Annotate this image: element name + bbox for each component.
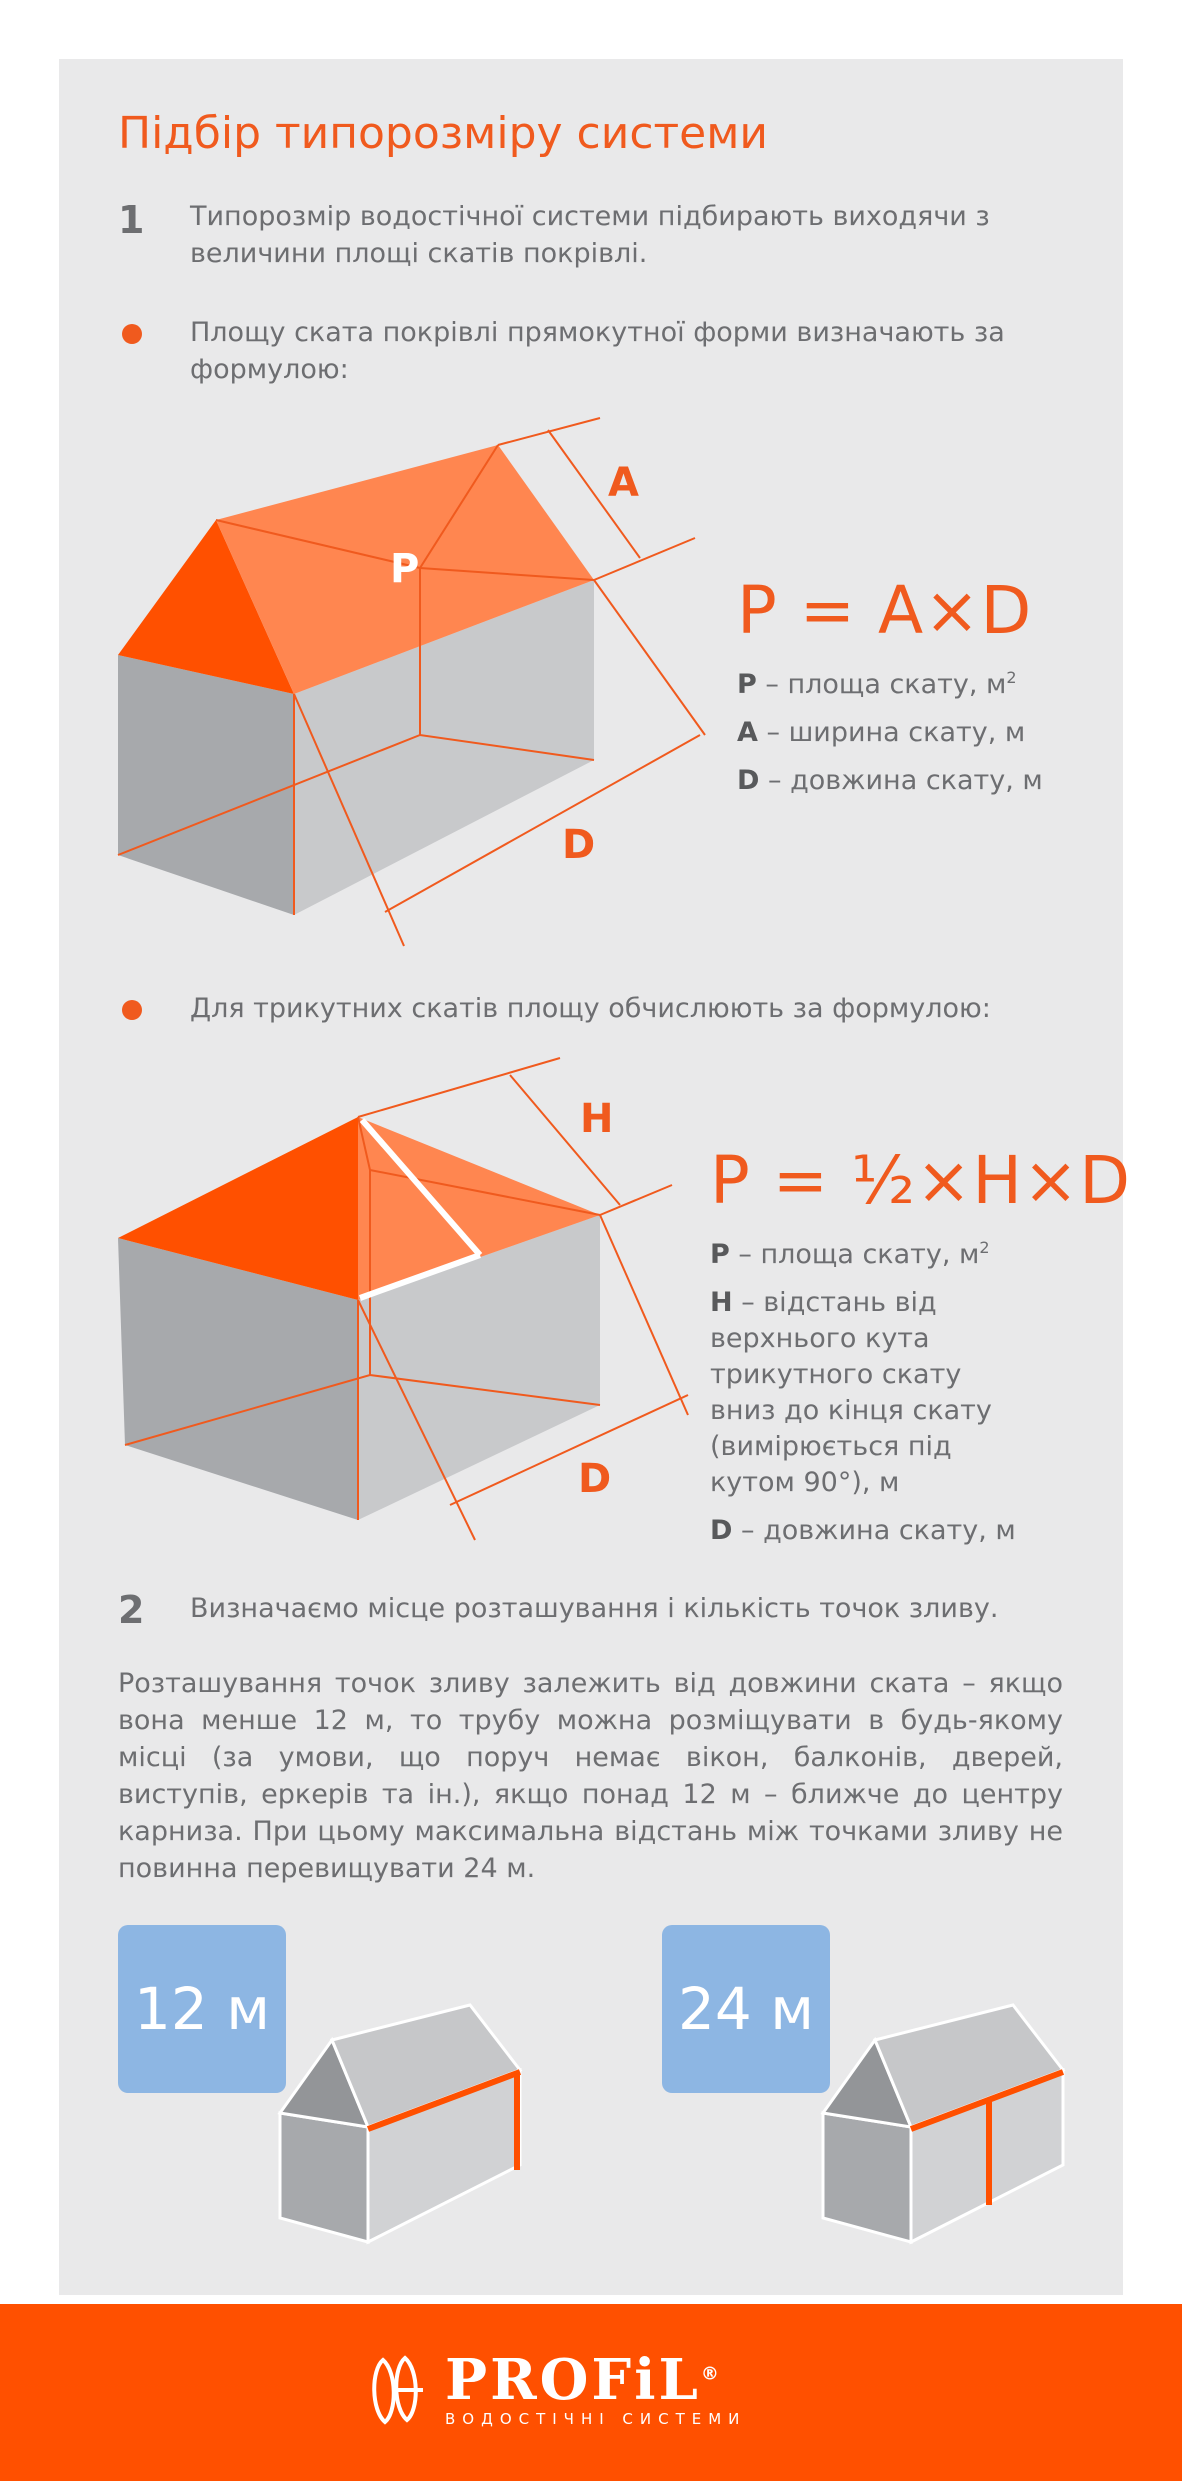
house-front-wall — [118, 655, 294, 915]
page-title: Підбір типорозміру системи — [118, 108, 769, 159]
label-a: A — [608, 460, 639, 506]
def-text: – відстань від верхнього кута трикутного скату вниз до кінця скату (вимірюється під кутом 90°), м — [710, 1287, 992, 1498]
bullet-1-text: Площу ската покрівлі прямокутної форми визначають за формулою: — [190, 317, 1005, 385]
label-h: H — [580, 1096, 614, 1142]
def-row — [737, 660, 1067, 703]
def-key: D — [737, 765, 760, 796]
defs-rectangular — [737, 660, 1067, 811]
def-text: – довжина скату, м — [759, 765, 1043, 796]
brand-logo-text — [445, 2347, 722, 2413]
def-key: H — [710, 1287, 733, 1318]
def-row — [710, 1513, 1030, 1549]
formula-triangular: P = ½×H×D — [710, 1142, 1132, 1219]
def-key: D — [710, 1515, 733, 1546]
step-number-1: 1 — [118, 198, 145, 242]
bullet-dot-1 — [122, 324, 142, 344]
registered-mark: ® — [700, 2363, 722, 2385]
step-1-text: Типорозмір водостічної системи підбирають виходячи з величини площі скатів покрівлі. — [190, 201, 990, 269]
def-key: P — [737, 669, 757, 700]
def-row — [710, 1230, 1030, 1273]
house-one-downpipe — [275, 2000, 535, 2245]
def-sup: 2 — [979, 1238, 990, 1257]
def-row — [737, 715, 1067, 751]
step-2-heading: Визначаємо місце розташування і кількість точок зливу. — [190, 1593, 999, 1624]
label-p: P — [390, 546, 420, 592]
house-two-downpipes — [818, 2000, 1078, 2245]
badge-12m: 12 м — [118, 1925, 286, 2093]
formula-rectangular: P = A×D — [737, 572, 1033, 649]
bullet-2-text: Для трикутних скатів площу обчислюють за формулою: — [190, 993, 991, 1024]
brand-name: PROFiL — [445, 2347, 701, 2413]
bullet-dot-2 — [122, 1000, 142, 1020]
def-key: A — [737, 717, 758, 748]
def-row — [710, 1285, 1030, 1501]
def-text: – довжина скату, м — [732, 1515, 1016, 1546]
triangular-roof-diagram — [100, 1045, 710, 1545]
label-d: D — [578, 1456, 612, 1502]
def-key: P — [710, 1239, 730, 1270]
def-text: – площа скату, м — [756, 669, 1007, 700]
label-d: D — [562, 822, 596, 868]
rectangular-roof-diagram — [100, 405, 720, 955]
badge-24m: 24 м — [662, 1925, 830, 2093]
step-number-2: 2 — [118, 1588, 145, 1632]
defs-triangular — [710, 1230, 1030, 1561]
step-2-text: Розташування точок зливу залежить від довжини ската – якщо вона менше 12 м, то трубу можна розміщувати в будь-якому місці (за умови, що поруч немає вікон, балконів, дверей, виступів, еркерів та ін.), якщо понад 12 м – ближче до центру карниза. При цьому максимальна відстань між точками зливу не повинна перевищувати 24 м. — [118, 1668, 1063, 1884]
def-text: – площа скату, м — [729, 1239, 980, 1270]
def-sup: 2 — [1006, 668, 1017, 687]
brand-tagline: ВОДОСТІЧНІ СИСТЕМИ — [445, 2410, 747, 2428]
def-text: – ширина скату, м — [757, 717, 1026, 748]
profil-logo-icon — [365, 2350, 435, 2430]
def-row — [737, 763, 1067, 799]
